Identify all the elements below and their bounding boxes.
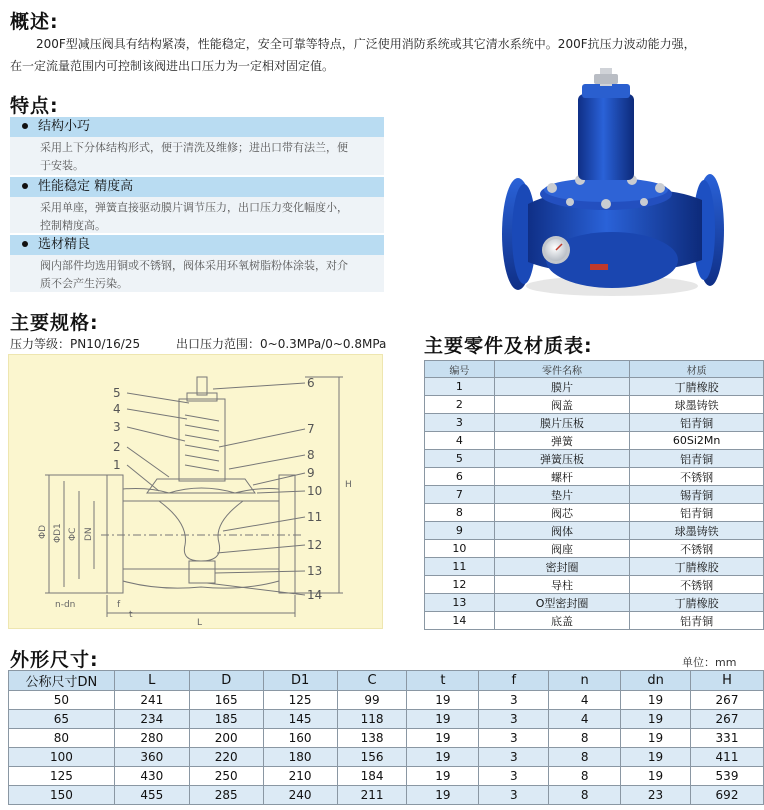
table-row: 1 膜片 丁腈橡胶 [425,378,764,396]
dim-DN: DN [84,527,94,541]
dim-L: L [197,618,203,628]
table-row: 11 密封圈 丁腈橡胶 [425,558,764,576]
feature-head-3: 选材精良 [10,235,384,255]
drawing-label-11: 11 [307,510,323,524]
specs-title: 主要规格: [10,312,99,334]
table-row: 9 阀体 球墨铸铁 [425,522,764,540]
parts-table-title: 主要零件及材质表: [424,335,593,357]
drawing-label-10: 10 [307,484,323,498]
feature-body-3: 阀内部件均选用铜或不锈钢，阀体采用环氧树脂粉体涂装，对介 质不会产生污染。 [10,255,384,292]
table-row: 6 螺杆 不锈钢 [425,468,764,486]
table-row: 4 弹簧 60Si2Mn [425,432,764,450]
overview-line-1: 200F型减压阀具有结构紧凑，性能稳定，安全可靠等特点，广泛使用消防系统或其它清水系统中。200F抗压力波动能力强， [36,37,696,51]
drawing-label-1: 1 [113,458,121,472]
table-row: 65 234 185 145 118 19 3 4 19 267 [9,710,764,729]
bullet-icon [22,241,28,247]
dim-n-dn: n-dn [55,600,76,610]
drawing-label-14: 14 [307,588,323,602]
features-title: 特点: [10,95,59,117]
drawing-label-5: 5 [113,386,121,400]
table-row: 125 430 250 210 184 19 3 8 19 539 [9,767,764,786]
table-row: 5 弹簧压板 铝青铜 [425,450,764,468]
outlet-pressure-range: 出口压力范围：0~0.3MPa/0~0.8MPa [176,337,387,351]
table-row: 50 241 165 125 99 19 3 4 19 267 [9,691,764,710]
feature-body-2: 采用单座，弹簧直接驱动膜片调节压力，出口压力变化幅度小， 控制精度高。 [10,197,384,233]
table-row: 14 底盖 铝青铜 [425,612,764,630]
parts-table-header: 编号 零件名称 材质 [425,361,764,378]
technical-drawing [8,354,383,629]
table-row: 7 垫片 锡青铜 [425,486,764,504]
drawing-label-6: 6 [307,376,315,390]
drawing-label-4: 4 [113,402,121,416]
feature-head-1: 结构小巧 [10,117,384,137]
table-row: 150 455 285 240 211 19 3 8 23 692 [9,786,764,805]
pressure-class: 压力等级：PN10/16/25 [10,337,141,351]
dimensions-table [8,670,764,805]
table-row: 13 O型密封圈 丁腈橡胶 [425,594,764,612]
table-row: 80 280 200 160 138 19 3 8 19 331 [9,729,764,748]
drawing-label-3: 3 [113,420,121,434]
bullet-icon [22,183,28,189]
dim-D1: ΦD1 [53,523,63,543]
valve-photo [494,64,734,304]
drawing-label-8: 8 [307,448,315,462]
drawing-label-2: 2 [113,440,121,454]
dimensions-table-header: 公称尺寸DN L D D1 C t f n dn H [9,671,764,691]
drawing-label-12: 12 [307,538,323,552]
unit-label: 单位：mm [682,656,737,669]
overview-line-2: 在一定流量范围内可控制该阀进出口压力为一定相对固定值。 [10,59,335,73]
table-row: 2 阀盖 球墨铸铁 [425,396,764,414]
dim-D: ΦD [38,524,48,539]
dimensions-title: 外形尺寸: [10,649,99,671]
dim-f: f [117,600,121,610]
table-row: 10 阀座 不锈钢 [425,540,764,558]
bullet-icon [22,123,28,129]
table-row: 3 膜片压板 铝青铜 [425,414,764,432]
overview-title: 概述: [10,11,59,33]
dim-t: t [129,610,133,620]
drawing-label-7: 7 [307,422,315,436]
dim-H: H [345,480,352,490]
parts-table [424,360,764,630]
table-row: 8 阀芯 铝青铜 [425,504,764,522]
feature-body-1: 采用上下分体结构形式，便于清洗及维修；进出口带有法兰，便 于安装。 [10,137,384,175]
table-row: 12 导柱 不锈钢 [425,576,764,594]
dim-C: ΦC [68,527,78,541]
feature-head-2: 性能稳定 精度高 [10,177,384,197]
drawing-label-9: 9 [307,466,315,480]
drawing-label-13: 13 [307,564,323,578]
table-row: 100 360 220 180 156 19 3 8 19 411 [9,748,764,767]
valve-section-drawing [9,355,384,630]
